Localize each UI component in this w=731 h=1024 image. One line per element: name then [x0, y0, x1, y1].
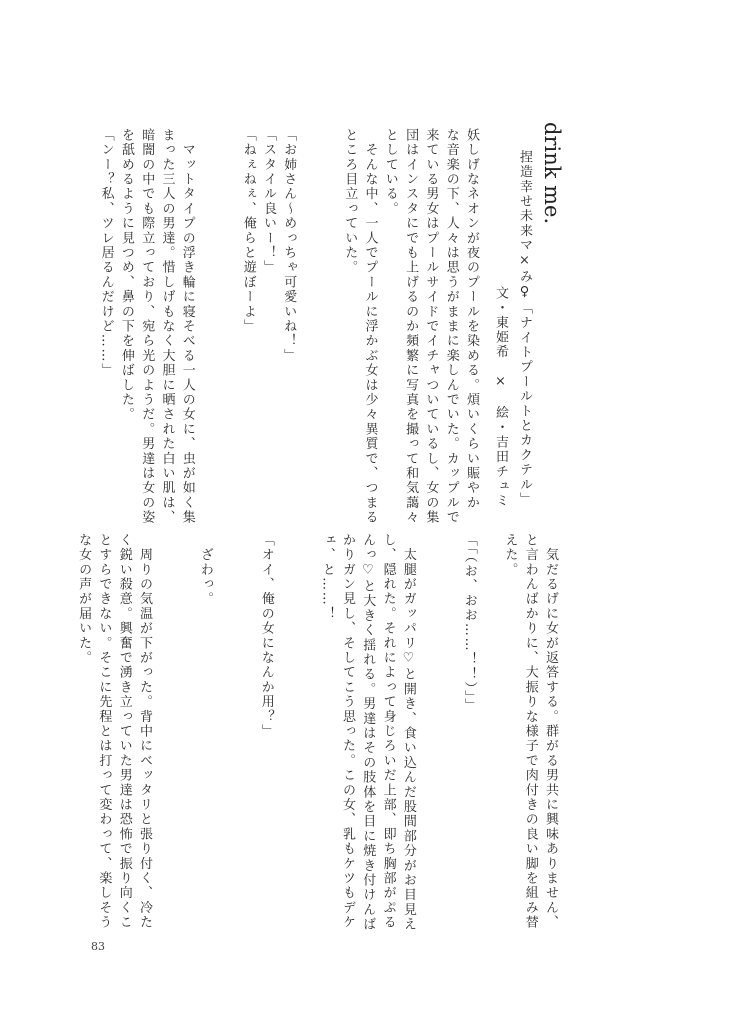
- text-column: ざわっ。: [197, 533, 213, 607]
- text-column: んっ♡と大きく揺れる。男達はその肢体を目に焼き付けんば: [360, 533, 376, 932]
- text-column: まった三人の男達。惜しげもなく大胆に晒された白い肌は、: [159, 128, 175, 525]
- story-title: drink me.: [540, 122, 564, 225]
- text-column: かりガン見し、そしてこう思った。この女、乳もケツもデケ: [340, 533, 355, 930]
- text-column: 「ねぇねぇ、俺らと遊ぼーよ」: [240, 128, 256, 334]
- text-column: とすらできない。そこに先程とは打って変わって、楽しそう: [96, 533, 112, 930]
- story-subtitle: 捏造幸せ未来マ×み♀「ナイトプールトとカクテル」: [517, 150, 532, 507]
- page-number: 83: [91, 940, 105, 953]
- text-column: 暗闇の中でも際立っており、宛ら光のようだ。男達は女の姿: [139, 128, 155, 525]
- text-column: な音楽の下、人々は思うがままに楽しんでいた。カップルで: [443, 128, 459, 525]
- text-column: 気だるげに女が返答する。群がる男共に興味ありません、: [543, 533, 558, 930]
- text-column: 妖しげなネオンが夜のプールを染める。煩いくらい賑やか: [464, 128, 479, 511]
- text-column: と言わんばかりに、大振りな様子で肉付きの良い脚を組み替: [522, 533, 538, 930]
- text-column: 周りの気温が下がった。背中にベッタリと張り付く、冷た: [137, 533, 152, 930]
- text-column: 団はインスタにでも上げるのか頻繁に写真を撮って和気藹々: [403, 128, 419, 525]
- text-column: 太腿がガッパリ♡と開き、食い込んだ股間部分がお目見え: [400, 533, 416, 932]
- text-column: 「オイ、俺の女になんか用？」: [258, 533, 274, 739]
- text-column: を舐めるように見つめ、鼻の下を伸ばした。: [118, 128, 134, 422]
- text-column: な女の声が届いた。: [76, 533, 92, 666]
- text-column: えた。: [502, 533, 518, 578]
- text-column: マットタイプの浮き輪に寝そべる一人の女に、虫が如く集: [179, 128, 195, 525]
- text-column: そんな中、一人でプールに浮かぶ女は少々異質で、つまる: [362, 128, 378, 525]
- text-column: 「「（お、おお……！！）」」: [461, 533, 477, 713]
- text-column: 「ンー？私、ツレ居るんだけど……」: [98, 128, 114, 378]
- text-column: 来ている男女はプールサイドでイチャついているし、女の集: [423, 128, 439, 525]
- text-column: し、隠れた。それによって身じろいだ上部、即ち胸部がぷる: [380, 533, 396, 930]
- text-column: ェ、と……！: [319, 533, 335, 622]
- text-column: としている。: [382, 128, 398, 217]
- text-column: ところ目立っていた。: [342, 128, 358, 275]
- text-column: く鋭い殺意。興奮で湧き立っていた男達は恐怖で振り向くこ: [116, 533, 132, 930]
- story-credit: 文・東姫希 × 絵・吉田チュミ: [493, 286, 508, 509]
- text-column: 「スタイル良いー！」: [261, 128, 276, 275]
- text-column: 「お姉さん〜めっちゃ可愛いね！」: [281, 128, 297, 364]
